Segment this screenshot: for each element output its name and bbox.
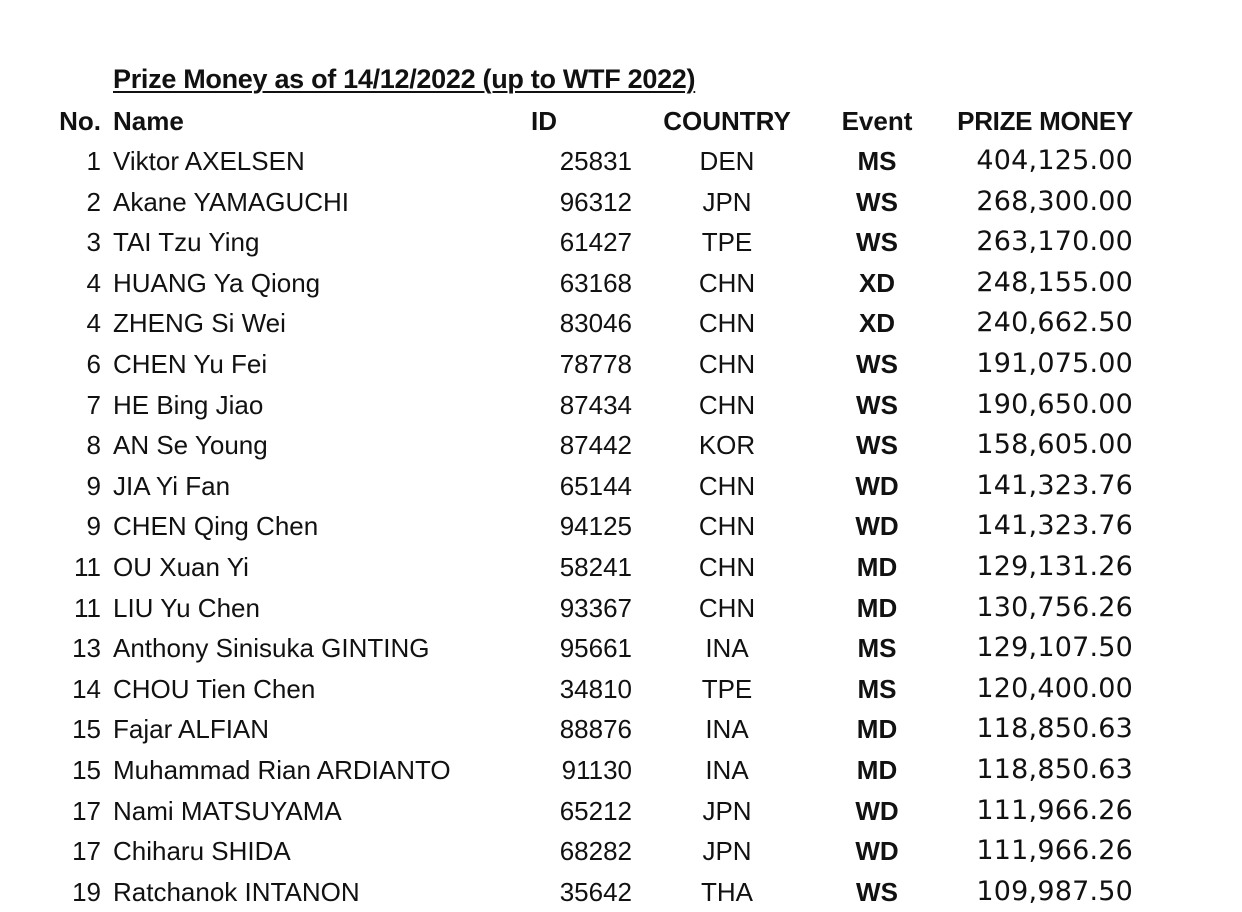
row-country: JPN: [702, 186, 752, 217]
row-prize-money: 190,650.00: [976, 388, 1133, 420]
row-no: 15: [72, 755, 101, 785]
row-prize-money: 109,987.50: [976, 875, 1133, 907]
table-row: [0, 263, 1242, 303]
row-name: Chiharu SHIDA: [113, 836, 291, 867]
header-id: ID: [531, 106, 557, 136]
row-country: CHN: [698, 592, 756, 623]
row-name: Nami MATSUYAMA: [113, 795, 342, 826]
table-row: [0, 872, 1242, 912]
row-prize-money: 129,131.26: [976, 551, 1133, 582]
row-id: 87434: [559, 389, 632, 420]
row-id: 94125: [559, 511, 632, 542]
row-prize-money: 240,662.50: [976, 307, 1133, 339]
table-row: [0, 222, 1242, 262]
row-event: WD: [855, 511, 899, 542]
row-no: 13: [72, 633, 101, 664]
header-country: COUNTRY: [663, 106, 791, 136]
row-name: Anthony Sinisuka GINTING: [113, 633, 430, 664]
row-event: MD: [856, 552, 898, 582]
table-row: [0, 547, 1242, 587]
row-prize-money: 120,400.00: [976, 672, 1133, 704]
row-prize-money: 404,125.00: [976, 145, 1133, 176]
row-no: 7: [86, 389, 101, 420]
row-country: CHN: [698, 552, 756, 582]
row-no: 6: [86, 349, 101, 379]
row-id: 93367: [559, 592, 632, 623]
row-name: AN Se Young: [113, 430, 268, 461]
table-header-row: [0, 101, 1242, 141]
row-id: 95661: [559, 633, 632, 664]
row-country: TPE: [701, 673, 753, 704]
row-prize-money: 129,107.50: [976, 632, 1133, 664]
table-row: [0, 385, 1242, 425]
row-country: JPN: [702, 836, 752, 867]
row-id: 61427: [559, 227, 632, 258]
row-name: Muhammad Rian ARDIANTO: [113, 755, 451, 785]
row-name: OU Xuan Yi: [113, 552, 249, 582]
row-id: 65144: [559, 470, 632, 501]
row-name: TAI Tzu Ying: [113, 227, 260, 258]
row-name: Fajar ALFIAN: [113, 714, 270, 745]
row-country: CHN: [698, 470, 756, 501]
row-name: LIU Yu Chen: [113, 592, 260, 623]
row-no: 2: [86, 186, 101, 217]
table-row: [0, 344, 1242, 384]
row-id: 25831: [559, 146, 632, 176]
table-row: [0, 588, 1242, 628]
document-title: Prize Money as of 14/12/2022 (up to WTF 2022): [113, 64, 696, 94]
row-country: DEN: [699, 146, 755, 176]
row-event: MD: [856, 592, 898, 623]
row-event: MD: [856, 755, 898, 785]
row-id: 88876: [559, 714, 632, 745]
row-no: 11: [74, 552, 101, 582]
row-no: 9: [86, 511, 101, 542]
row-event: WS: [856, 349, 898, 379]
table-row: [0, 466, 1242, 506]
row-name: HUANG Ya Qiong: [113, 267, 321, 298]
row-name: Akane YAMAGUCHI: [113, 186, 350, 217]
row-prize-money: 141,323.76: [976, 469, 1133, 501]
row-country: JPN: [702, 795, 752, 826]
table-row: [0, 425, 1242, 465]
row-no: 14: [72, 673, 101, 704]
row-id: 78778: [559, 349, 632, 379]
row-prize-money: 268,300.00: [976, 185, 1133, 217]
table-row: [0, 709, 1242, 749]
row-country: INA: [705, 714, 749, 745]
table-row: [0, 628, 1242, 668]
table-row: [0, 750, 1242, 790]
row-prize-money: 111,966.26: [976, 794, 1133, 826]
row-no: 15: [72, 714, 101, 745]
row-no: 8: [86, 430, 101, 461]
row-id: 91130: [561, 755, 632, 785]
table-row: [0, 303, 1242, 343]
row-event: WD: [855, 470, 899, 501]
row-event: MD: [856, 714, 898, 745]
row-no: 17: [72, 836, 101, 867]
row-name: CHEN Yu Fei: [113, 349, 268, 379]
table-row: [0, 141, 1242, 181]
row-id: 87442: [559, 430, 632, 461]
row-event: WD: [855, 795, 899, 826]
row-prize-money: 141,323.76: [976, 510, 1133, 542]
row-prize-money: 118,850.63: [976, 754, 1133, 785]
row-country: CHN: [698, 308, 756, 339]
header-name: Name: [113, 106, 184, 136]
row-prize-money: 263,170.00: [976, 226, 1133, 258]
row-country: INA: [705, 755, 749, 785]
row-id: 35642: [559, 876, 632, 907]
row-name: ZHENG Si Wei: [113, 308, 286, 339]
row-event: XD: [858, 267, 896, 298]
row-event: MS: [857, 673, 897, 704]
row-event: XD: [858, 308, 896, 339]
row-no: 9: [86, 470, 101, 501]
row-prize-money: 130,756.26: [976, 591, 1133, 623]
row-no: 1: [86, 146, 101, 176]
row-no: 11: [74, 592, 101, 623]
row-prize-money: 248,155.00: [976, 266, 1133, 298]
row-no: 4: [86, 308, 101, 339]
table-row: [0, 791, 1242, 831]
row-prize-money: 111,966.26: [976, 835, 1133, 867]
table-row: [0, 669, 1242, 709]
row-prize-money: 118,850.63: [976, 713, 1133, 745]
table-row: [0, 182, 1242, 222]
row-id: 65212: [559, 795, 632, 826]
row-country: KOR: [698, 430, 756, 461]
row-id: 68282: [559, 836, 632, 867]
row-name: HE Bing Jiao: [113, 389, 264, 420]
row-event: WS: [856, 389, 898, 420]
table-row: [0, 506, 1242, 546]
row-country: INA: [705, 633, 749, 664]
row-country: TPE: [701, 227, 753, 258]
header-no: No.: [59, 106, 101, 136]
row-prize-money: 191,075.00: [976, 348, 1133, 379]
row-no: 19: [72, 876, 101, 907]
row-event: WS: [856, 186, 898, 217]
row-id: 58241: [559, 552, 632, 582]
row-event: MS: [857, 146, 897, 176]
table-row: [0, 831, 1242, 871]
row-country: CHN: [698, 267, 756, 298]
row-prize-money: 158,605.00: [976, 429, 1133, 461]
row-id: 96312: [559, 186, 632, 217]
row-no: 3: [86, 227, 101, 258]
row-country: CHN: [698, 349, 756, 379]
row-name: JIA Yi Fan: [113, 470, 231, 501]
row-country: THA: [701, 876, 753, 907]
row-id: 63168: [559, 267, 632, 298]
row-event: WS: [856, 876, 898, 907]
row-name: CHOU Tien Chen: [113, 673, 316, 704]
row-no: 17: [72, 795, 101, 826]
row-name: Ratchanok INTANON: [113, 876, 360, 907]
row-name: Viktor AXELSEN: [113, 146, 305, 176]
row-event: MS: [857, 633, 897, 664]
row-no: 4: [86, 267, 101, 298]
row-name: CHEN Qing Chen: [113, 511, 319, 542]
header-event: Event: [841, 106, 913, 136]
row-event: WS: [856, 227, 898, 258]
row-event: WD: [855, 836, 899, 867]
row-country: CHN: [698, 511, 756, 542]
row-id: 83046: [559, 308, 632, 339]
row-id: 34810: [559, 673, 632, 704]
row-country: CHN: [698, 389, 756, 420]
header-prize-money: PRIZE MONEY: [957, 106, 1133, 136]
row-event: WS: [856, 430, 898, 461]
